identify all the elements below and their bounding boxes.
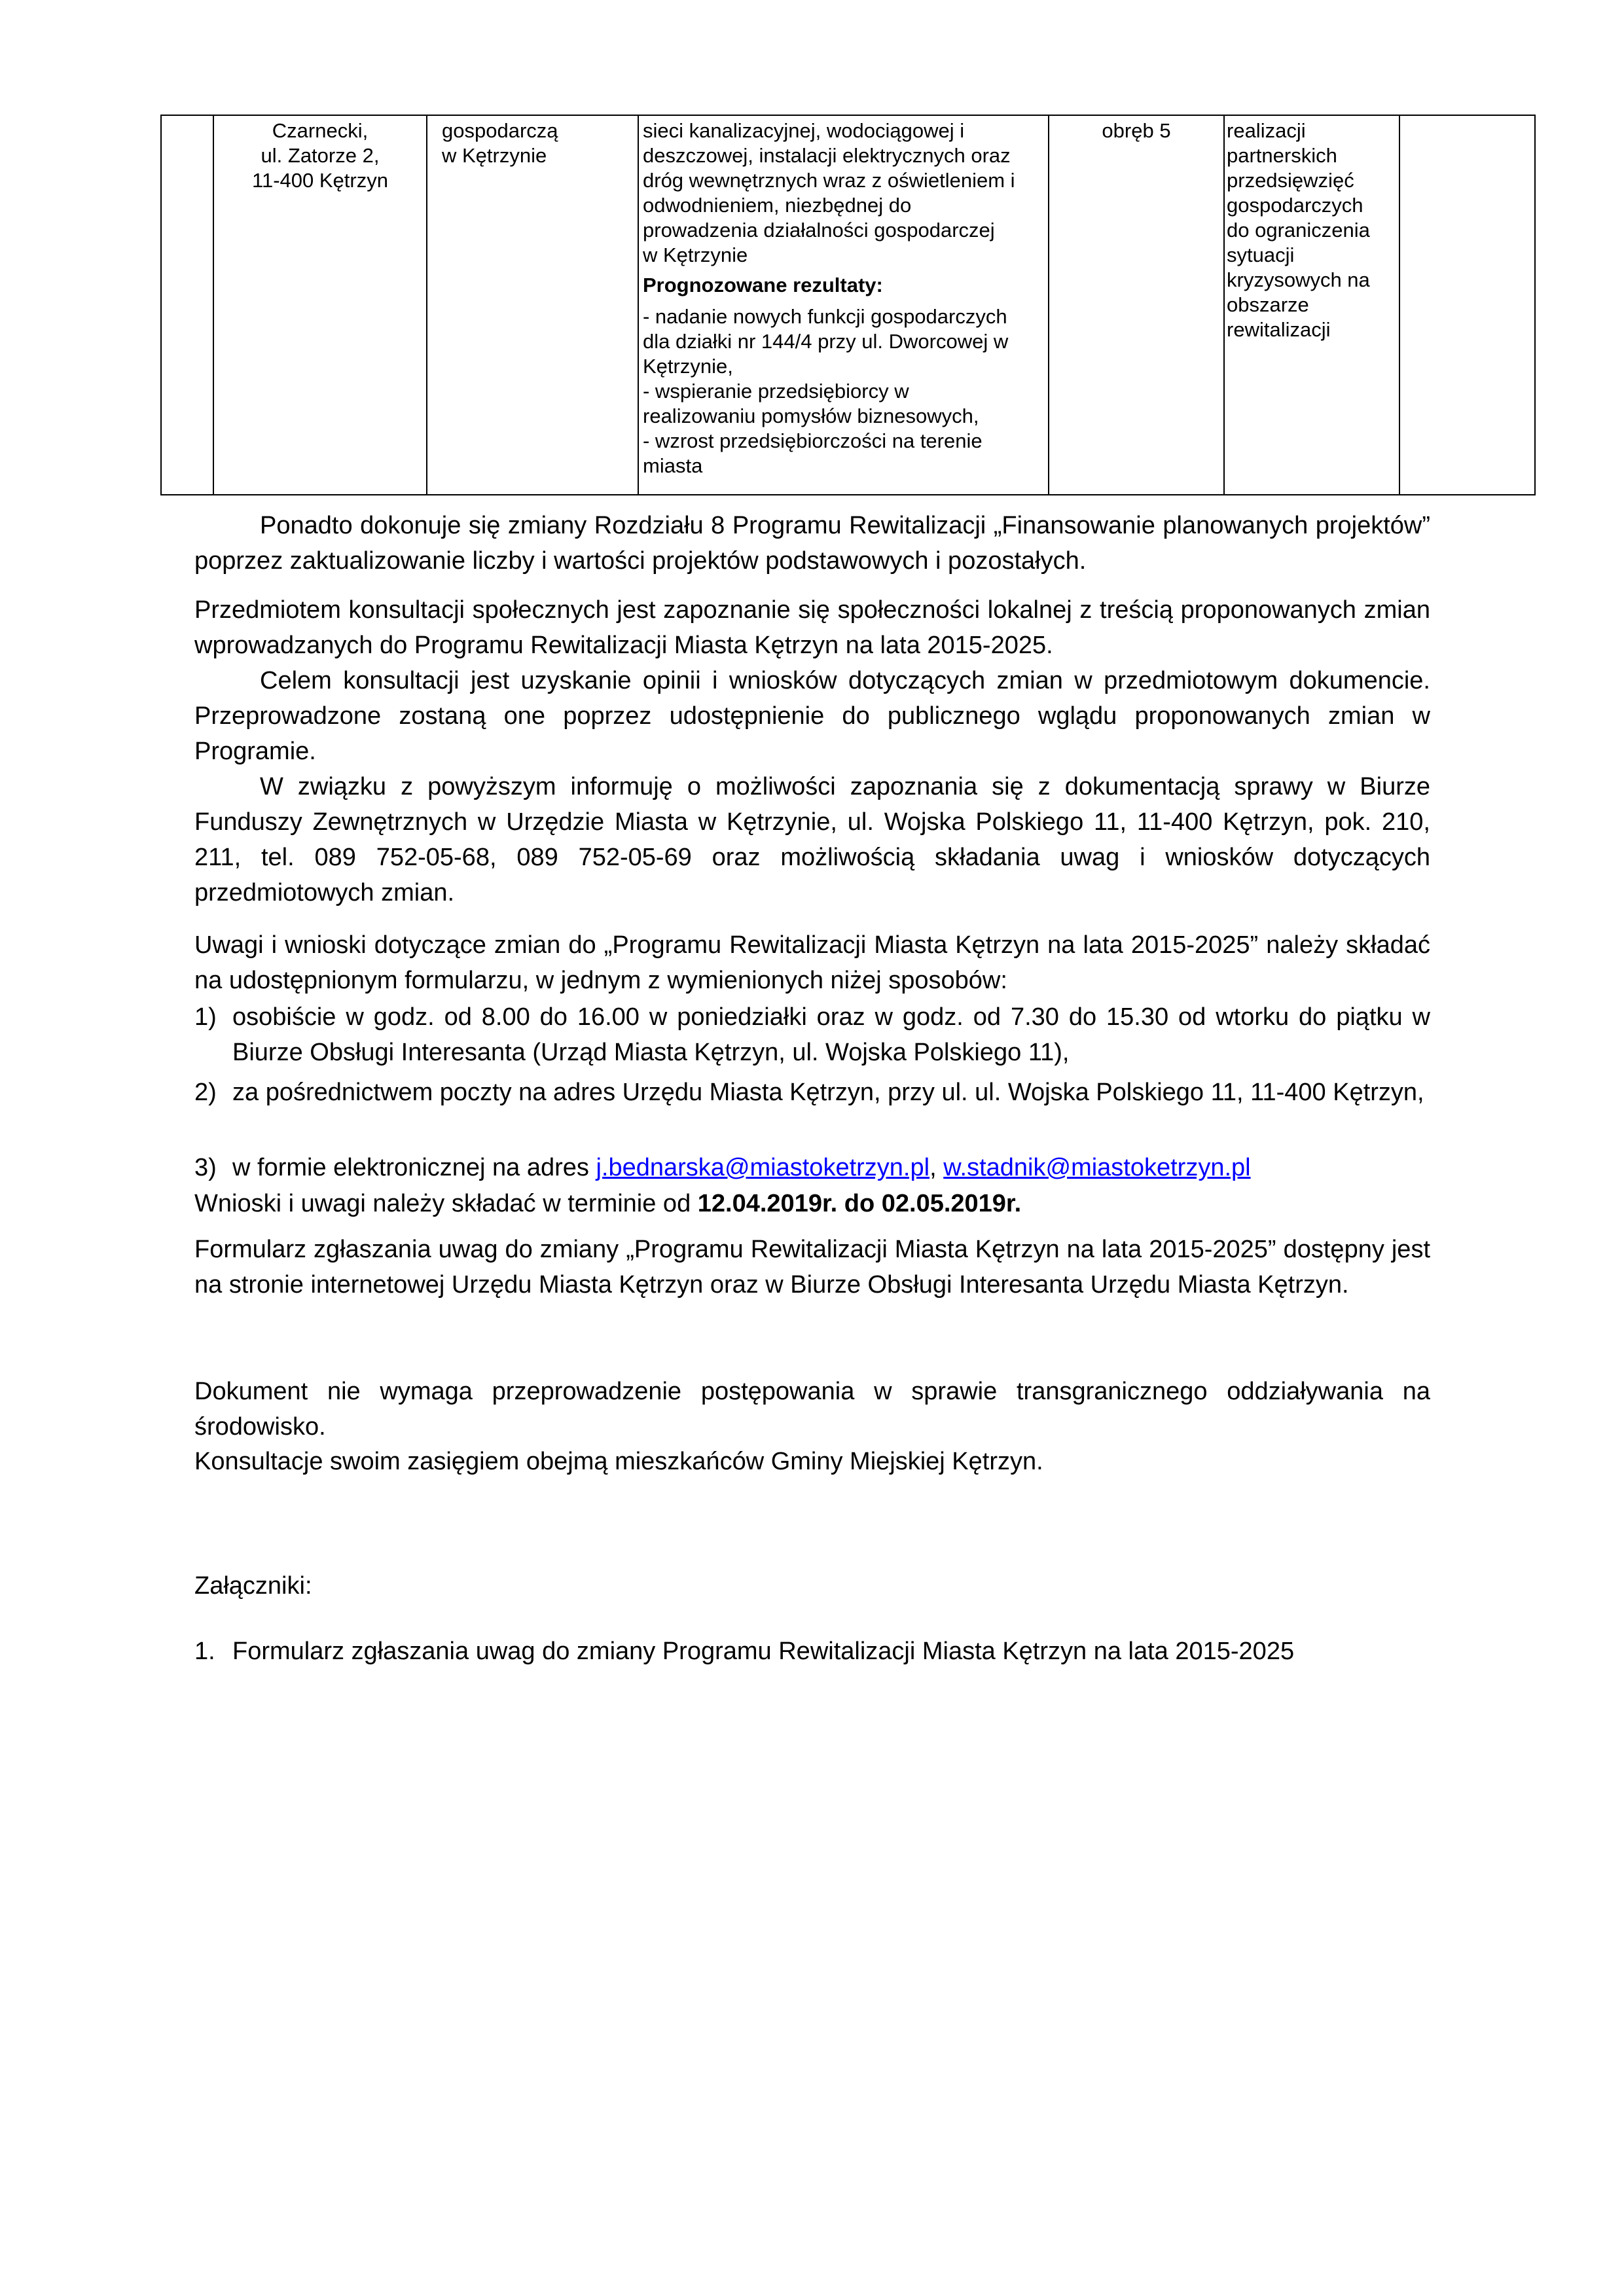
cell-line: w Kętrzynie [643,243,748,266]
paragraph-environment: Dokument nie wymaga przeprowadzenie postępowania w sprawie transgranicznego oddziaływania na środowisko. [194,1378,1430,1441]
cell-line: - wspieranie przedsiębiorcy w [643,380,909,403]
paragraph-info: W związku z powyższym informuję o możliwości zapoznania się z dokumentacją sprawy w Biurze Funduszy Zewnętrznych w Urzędzie Miasta w Kętrzynie, ul. Wojska Polskiego 11, 11-400 Kętrzyn, pok. 210, 211, tel. 089 752-05-68, 089 752-05-69 oraz możliwością składania uwag i wniosków dotyczących przedmiotowych zmian. [194,773,1430,906]
cell-line: sieci kanalizacyjnej, wodociągowej i [643,119,965,142]
cell-last [1399,115,1535,495]
method-prefix: w formie elektronicznej na adres [232,1154,596,1181]
email-link-bednarska[interactable]: j.bednarska@miastoketrzyn.pl [596,1154,930,1181]
cell-area [1049,115,1224,495]
cell-line: partnerskich [1227,144,1337,167]
separator: , [929,1154,944,1181]
cell-lp [161,115,213,495]
method-electronic [194,1150,1430,1185]
cell-line: do ograniczenia [1227,219,1370,242]
paragraph-submission: Uwagi i wnioski dotyczące zmian do „Programu Rewitalizacji Miasta Kętrzyn na lata 2015-2025” należy składać na udostępnionym formularzu, w jednym z wymienionych niżej sposobów: [194,931,1430,994]
list-item [194,1634,1430,1669]
projects-table [160,115,1536,495]
list-number: 1. [194,1638,215,1665]
results-label: Prognozowane rezultaty: [643,274,883,296]
cell-line: obszarze [1227,293,1309,316]
cell-line: przedsięwzięć [1227,169,1354,192]
list-number: 1) [194,1003,217,1031]
paragraph-chapter8: Ponadto dokonuje się zmiany Rozdziału 8 Programu Rewitalizacji „Finansowanie planowanych projektów” poprzez zaktualizowanie liczby i wartości projektów podstawowych i pozostałych. [194,512,1430,575]
cell-line: ul. Zatorze 2, [261,144,380,167]
cell-line: miasta [643,454,703,477]
list-text: za pośrednictwem poczty na adres Urzędu Miasta Kętrzyn, przy ul. ul. Wojska Polskiego 11, 11-400 Kętrzyn, [232,1079,1424,1106]
cell-line: Kętrzynie, [643,355,733,378]
paragraph-scope: Konsultacje swoim zasięgiem obejmą mieszkańców Gminy Miejskiej Kętrzyn. [194,1448,1043,1475]
list-number: 3) [194,1154,217,1181]
cell-line: kryzysowych na [1227,268,1370,291]
paragraph-goal: Celem konsultacji jest uzyskanie opinii i wniosków dotyczących zmian w przedmiotowym dokumencie. Przeprowadzone zostaną one poprzez udostępnienie do publicznego wglądu proponowanych zmian w Programie. [194,667,1430,765]
cell-line: - wzrost przedsiębiorczości na terenie [643,429,983,452]
cell-line: Czarnecki, [272,119,369,142]
cell-activity [427,115,638,495]
list-text [232,1150,1430,1185]
list-item [194,999,1430,1070]
cell-goal [1224,115,1399,495]
method-list [194,999,1430,1070]
paragraph-form: Formularz zgłaszania uwag do zmiany „Programu Rewitalizacji Miasta Kętrzyn na lata 2015-2025” dostępny jest na stronie internetowej Urzędu Miasta Kętrzyn oraz w Biurze Obsługi Interesanta Urzędu Miasta Kętrzyn. [194,1236,1430,1299]
cell-line: dróg wewnętrznych wraz z oświetleniem i [643,169,1015,192]
deadline-dates: 12.04.2019r. do 02.05.2019r. [697,1190,1022,1217]
cell-line: realizacji [1227,119,1306,142]
cell-line: w Kętrzynie [442,144,547,167]
cell-line: - nadanie nowych funkcji gospodarczych [643,305,1007,328]
cell-line: gospodarczych [1227,194,1363,217]
cell-line: prowadzenia działalności gospodarczej [643,219,995,242]
cell-line: odwodnieniem, niezbędnej do [643,194,912,217]
table-row [161,115,1535,495]
list-text: Formularz zgłaszania uwag do zmiany Programu Rewitalizacji Miasta Kętrzyn na lata 2015-2025 [232,1638,1295,1665]
deadline-prefix: Wnioski i uwagi należy składać w terminie od [194,1190,698,1217]
cell-line: gospodarczą [442,119,558,142]
deadline [194,1186,1430,1221]
cell-applicant [213,115,427,495]
cell-line: deszczowej, instalacji elektrycznych oraz [643,144,1011,167]
cell-line: 11-400 Kętrzyn [252,169,388,192]
list-item [194,1150,1430,1185]
cell-line: realizowaniu pomysłów biznesowych, [643,404,979,427]
method-list [194,1075,1430,1110]
cell-description [638,115,1049,495]
list-number: 2) [194,1079,217,1106]
email-link-stadnik[interactable]: w.stadnik@miastoketrzyn.pl [943,1154,1251,1181]
list-item [194,1075,1430,1110]
attachments-list [194,1634,1430,1669]
cell-line: obręb 5 [1102,119,1171,142]
cell-line: sytuacji [1227,243,1295,266]
paragraph-subject: Przedmiotem konsultacji społecznych jest zapoznanie się społeczności lokalnej z treścią proponowanych zmian wprowadzanych do Programu Rewitalizacji Miasta Kętrzyn na lata 2015-2025. [194,596,1430,659]
attachments-heading: Załączniki: [194,1572,312,1600]
cell-line: dla działki nr 144/4 przy ul. Dworcowej w [643,330,1009,353]
list-text: osobiście w godz. od 8.00 do 16.00 w poniedziałki oraz w godz. od 7.30 do 15.30 od wtorku do piątku w Biurze Obsługi Interesanta (Urząd Miasta Kętrzyn, ul. Wojska Polskiego 11), [232,1003,1430,1066]
cell-line: rewitalizacji [1227,318,1331,341]
